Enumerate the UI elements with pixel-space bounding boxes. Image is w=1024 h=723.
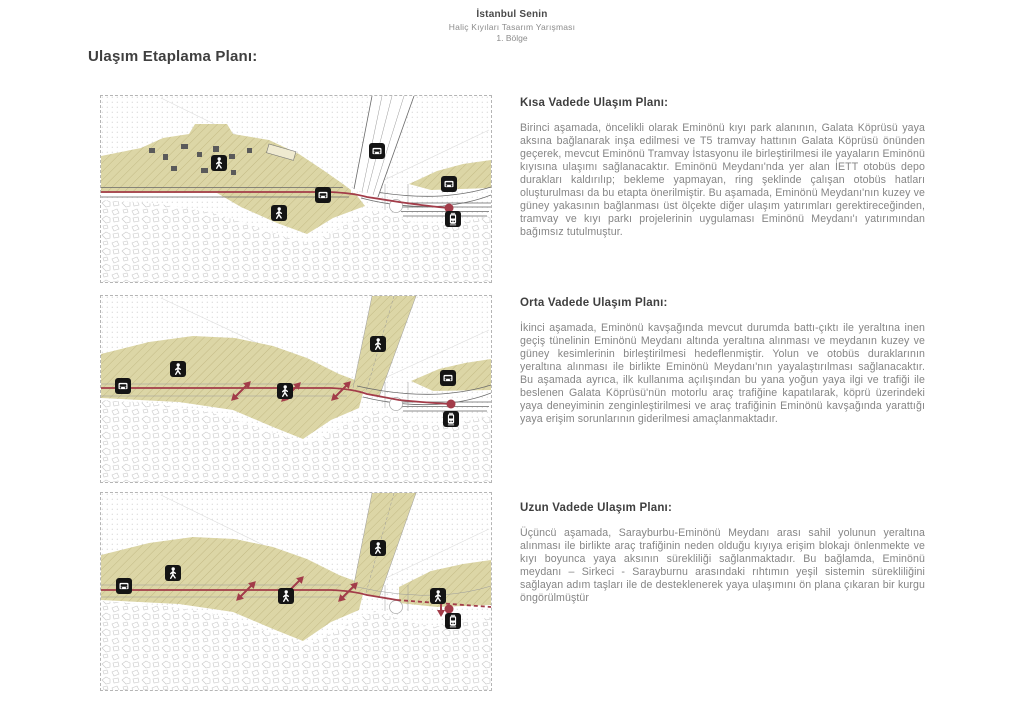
section-heading: Uzun Vadede Ulaşım Planı: [520, 502, 672, 514]
car-icon [315, 187, 331, 203]
car-icon [369, 143, 385, 159]
section-body: Birinci aşamada, öncelikli olarak Eminönü kıyı park alanının, Galata Köprüsü yaya aksına bağlanarak inşa edilmesi ve T5 tramvay hattının Galata Köprüsü önünden geçerek, mevcut Eminönü Tramvay İstasyonu ile birleştirilmesi ile yayaların Eminönü kıyısına ulaşımı sağlanacaktır. Eminönü Meydanı'nda yer alan İETT otobüs depo durakları kaldırılıp; bekleme yapmayan, ring şeklinde çalışan otobüs hatları oluşturulması da bu etapta önerilmiştir. Bu aşamada, Eminönü Meydanı'nın kuzey ve güney yakasının bağlanması üst ölçekte diğer ulaşım yatırımları gerektireceğinden, tramvay ve kıyı parkı projelerinin uygulaması Eminönü Meydanı'ı yatırımından bağımsız tutulmuştur. [520, 122, 925, 238]
short-term-map-graphic [101, 96, 491, 282]
section-heading: Kısa Vadede Ulaşım Planı: [520, 97, 669, 109]
long-term-map-graphic [101, 493, 491, 690]
car-icon [116, 578, 132, 594]
pedestrian-icon [430, 588, 446, 604]
pedestrian-icon [211, 155, 227, 171]
header-subtitle: Haliç Kıyıları Tasarım Yarışması [448, 22, 576, 32]
tram-icon [443, 411, 459, 427]
mid-term-map [100, 295, 492, 483]
pedestrian-icon [165, 565, 181, 581]
tram-station-dot [447, 400, 456, 409]
tram-icon [445, 613, 461, 629]
section-body: İkinci aşamada, Eminönü kavşağında mevcut durumda battı-çıktı ile yeraltına inen geçiş tünelinin Eminönü Meydanı altında yeraltına alınması ve meydanın kuzey ve güney kesimlerinin birleştirilmesi hedeflenmiştir. Yolun ve otobüs duraklarının yeraltına alınması ile birlikte Eminönü Meydanı'nın yayalaştırılması sağlanacaktır. Bu aşamada ayrıca, ilk kullanıma açılışından bu yana yoğun yaya ilgi ve trafiği ile beslenen Galata Köprüsü'nün motorlu araç trafiğine kapatılarak, köprü üzerindeki yaya deneyiminin zenginleştirilmesi ve araç trafiğinin Eminönü kavşağında yarattığı yaya erişim sorunlarının giderilmesi amaçlanmaktadır. [520, 322, 925, 425]
tram-station-dot [445, 605, 454, 614]
pedestrian-icon [278, 588, 294, 604]
mid-term-map-graphic [101, 296, 491, 482]
section-mid-term [520, 297, 925, 426]
page-title: Ulaşım Etaplama Planı: [88, 48, 258, 65]
car-icon [441, 176, 457, 192]
pedestrian-icon [370, 540, 386, 556]
mosque-dome [390, 601, 403, 614]
pedestrian-icon [370, 336, 386, 352]
section-body: Üçüncü aşamada, Sarayburbu-Eminönü Meydanı arası sahil yolunun yeraltına alınması ile birlikte araç trafiğinin neden olduğu kıyıya erişim blokajı önlenmekte ve kıyı boyunca yaya aksının sürekliliği sağlanmaktadır. Bu bağlamda, Eminönü meydanı – Sirkeci - Sarayburnu arasındaki rıhtımın yeşil sistemin sürekliliğini sağlayan adım taşları ile de desteklenerek yaya ulaşımını ön plana çıkaran bir kurgu öngörülmüştür [520, 527, 925, 604]
pedestrian-icon [271, 205, 287, 221]
header-region: 1. Bölge [496, 33, 528, 43]
section-long-term [520, 502, 925, 605]
section-heading: Orta Vadede Ulaşım Planı: [520, 297, 668, 309]
long-term-map [100, 492, 492, 691]
car-icon [440, 370, 456, 386]
car-icon [115, 378, 131, 394]
section-short-term [520, 97, 925, 239]
tram-icon [445, 211, 461, 227]
board-header [0, 9, 1024, 43]
header-title: İstanbul Senin [476, 9, 548, 20]
pedestrian-icon [277, 383, 293, 399]
pedestrian-icon [170, 361, 186, 377]
short-term-map [100, 95, 492, 283]
